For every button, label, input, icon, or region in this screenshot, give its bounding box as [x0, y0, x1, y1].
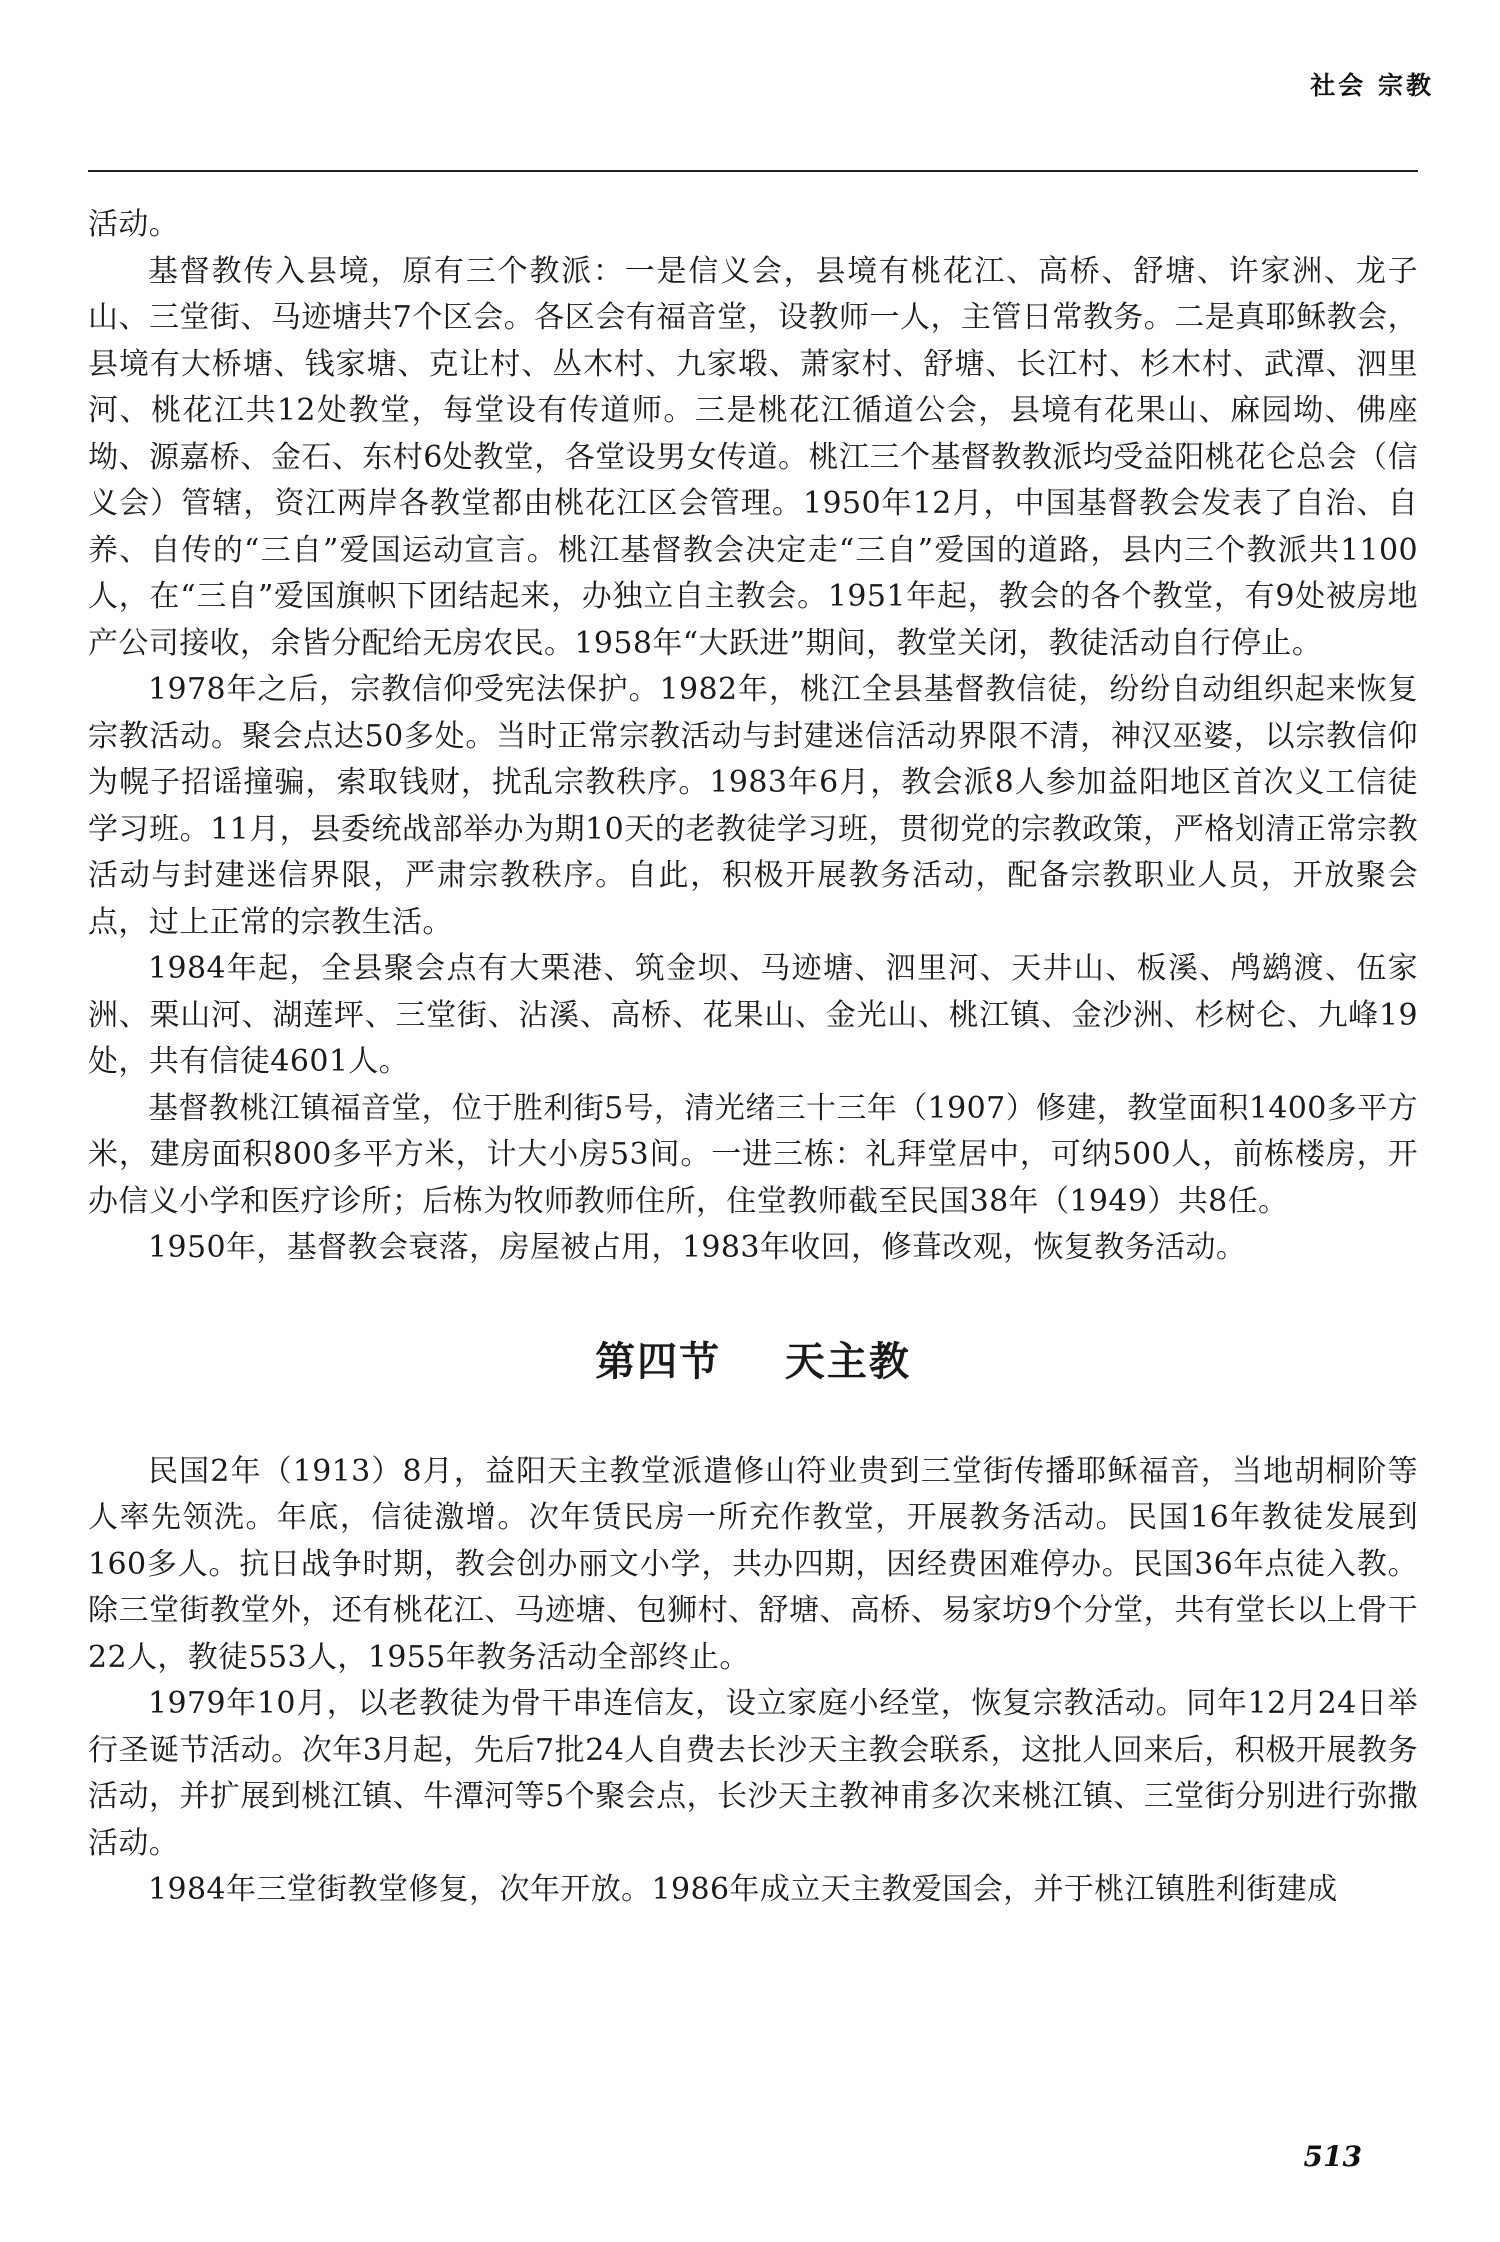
page-number: 513: [1303, 2140, 1362, 2173]
paragraph: 1984年起，全县聚会点有大栗港、筑金坝、马迹塘、泗里河、天井山、板溪、鸬鹚渡、伍家洲、栗山河、湖莲坪、三堂街、沾溪、高桥、花果山、金光山、桃江镇、金沙洲、杉树仑、九峰19处，共有信徒4601人。: [88, 951, 1418, 1079]
bottom-paragraphs: [88, 1449, 1418, 1914]
paragraph: 基督教传入县境，原有三个教派：一是信义会，县境有桃花江、高桥、舒塘、许家洲、龙子山、三堂街、马迹塘共7个区会。各区会有福音堂，设教师一人，主管日常教务。二是真耶稣教会，县境有大桥塘、钱家塘、克让村、丛木村、九家塅、萧家村、舒塘、长江村、杉木村、武潭、泗里河、桃花江共12处教堂，每堂设有传道师。三是桃花江循道公会，县境有花果山、麻园坳、佛座坳、源嘉桥、金石、东村6处教堂，各堂设男女传道。桃江三个基督教教派均受益阳桃花仑总会（信义会）管辖，资江两岸各教堂都由桃花江区会管理。1950年12月，中国基督教会发表了自治、自养、自传的“三自”爱国运动宣言。桃江基督教会决定走“三自”爱国的道路，县内三个教派共1100人，在“三自”爱国旗帜下团结起来，办独立自主教会。1951年起，教会的各个教堂，有9处被房地产公司接收，余皆分配给无房农民。1958年“大跃进”期间，教堂关闭，教徒活动自行停止。: [88, 253, 1418, 661]
top-paragraphs: [88, 202, 1418, 1272]
paragraph: 1978年之后，宗教信仰受宪法保护。1982年，桃江全县基督教信徒，纷纷自动组织起来恢复宗教活动。聚会点达50多处。当时正常宗教活动与封建迷信活动界限不清，神汉巫婆，以宗教信仰为幌子招谣撞骗，索取钱财，扰乱宗教秩序。1983年6月，教会派8人参加益阳地区首次义工信徒学习班。11月，县委统战部举办为期10天的老教徒学习班，贯彻党的宗教政策，严格划清正常宗教活动与封建迷信界限，严肃宗教秩序。自此，积极开展教务活动，配备宗教职业人员，开放聚会点，过上正常的宗教生活。: [88, 672, 1418, 940]
paragraph: 民国2年（1913）8月，益阳天主教堂派遣修山符业贵到三堂街传播耶稣福音，当地胡桐阶等人率先领洗。年底，信徒激增。次年赁民房一所充作教堂，开展教务活动。民国16年教徒发展到160多人。抗日战争时期，教会创办丽文小学，共办四期，因经费困难停办。民国36年点徒入教。除三堂街教堂外，还有桃花江、马迹塘、包狮村、舒塘、高桥、易家坊9个分堂，共有堂长以上骨干22人，教徒553人，1955年教务活动全部终止。: [88, 1453, 1418, 1675]
section-title: 第四节 天主教: [595, 1337, 911, 1385]
paragraph: 活动。: [88, 207, 180, 242]
paragraph: 基督教桃江镇福音堂，位于胜利街5号，清光绪三十三年（1907）修建，教堂面积1400多平方米，建房面积800多平方米，计大小房53间。一进三栋：礼拜堂居中，可纳500人，前栋楼房，开办信义小学和医疗诊所；后栋为牧师教师住所，住堂教师截至民国38年（1949）共8任。: [88, 1090, 1418, 1219]
paragraph: 1984年三堂街教堂修复，次年开放。1986年成立天主教爱国会，并于桃江镇胜利街建成: [148, 1872, 1338, 1907]
paragraph: 1950年，基督教会衰落，房屋被占用，1983年收回，修葺改观，恢复教务活动。: [148, 1230, 1247, 1265]
page-body: [88, 202, 1418, 1914]
paragraph: 1979年10月，以老教徒为骨干串连信友，设立家庭小经堂，恢复宗教活动。同年12月24日举行圣诞节活动。次年3月起，先后7批24人自费去长沙天主教会联系，这批人回来后，积极开展教务活动，并扩展到桃江镇、牛潭河等5个聚会点，长沙天主教神甫多次来桃江镇、三堂街分别进行弥撒活动。: [88, 1686, 1418, 1861]
running-header: 社会 宗教: [1310, 71, 1434, 100]
header-rule: [88, 170, 1418, 172]
